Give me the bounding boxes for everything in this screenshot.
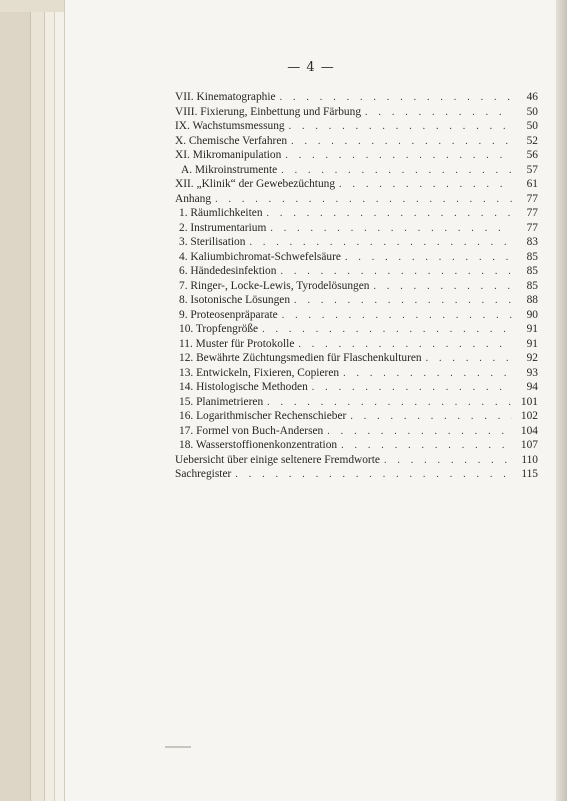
toc-entry-page: 93 [526,366,538,379]
toc-leader-dots [249,236,512,251]
toc-entry-page: 102 [520,410,538,422]
toc-leader-dots [280,91,512,106]
toc-entry-title: XII. „Klinik“ der Gewebezüchtung [175,178,336,190]
toc-entry-title: X. Chemische Verfahren [175,134,288,147]
page-number: — 4 — [287,60,335,75]
toc-entry-page: 50 [526,120,538,132]
toc-entry [175,148,538,163]
toc-entry-page: 85 [526,279,538,292]
toc-leader-dots [384,454,512,469]
toc-entry-page: 77 [526,221,538,234]
toc-leader-dots [373,280,512,295]
toc-entry-page: 85 [526,265,538,277]
toc-leader-dots [235,468,512,483]
toc-entry-page: 57 [526,163,538,176]
toc-leader-dots [426,352,512,367]
toc-entry-page: 61 [526,178,538,190]
toc-entry-page: 94 [526,381,538,393]
toc-entry-title: 1. Räumlichkeiten [179,207,263,219]
toc-entry [175,380,538,395]
toc-entry-title: 11. Muster für Protokolle [179,337,295,350]
toc-entry [175,105,538,120]
toc-entry-title: 15. Planimetrieren [179,395,264,408]
toc-entry [175,424,538,439]
toc-entry [175,90,538,105]
toc-entry-page: 85 [526,250,538,263]
toc-entry [175,351,538,366]
toc-leader-dots [350,410,512,425]
toc-leader-dots [270,222,512,237]
toc-entry [175,279,538,294]
toc-entry [175,264,538,279]
ink-smudge [165,746,191,748]
toc-entry [175,119,538,134]
toc-entry-title: Uebersicht über einige seltenere Fremdworte [175,453,380,466]
toc-entry-title: 17. Formel von Buch-Andersen [179,424,324,437]
toc-leader-dots [291,135,512,150]
page-edge [0,0,30,801]
toc-entry-title: 4. Kaliumbichromat-Schwefelsäure [179,250,341,263]
toc-entry [175,163,538,178]
toc-leader-dots [298,338,512,353]
toc-leader-dots [282,309,512,324]
toc-leader-dots [365,106,512,121]
toc-entry-title: 14. Histologische Methoden [179,381,308,393]
toc-entry-title: VII. Kinematographie [175,91,276,103]
toc-entry-title: 16. Logarithmischer Rechenschieber [179,410,347,422]
toc-leader-dots [327,425,512,440]
toc-entry-page: 92 [526,352,538,364]
toc-entry-page: 56 [526,149,538,161]
toc-entry-title: 18. Wasserstoffionenkonzentration [179,439,338,451]
toc-entry-title: XI. Mikromanipulation [175,149,282,161]
toc-entry [175,409,538,424]
toc-entry [175,134,538,149]
toc-leader-dots [215,193,512,208]
scan-shadow [556,0,567,801]
toc-leader-dots [341,439,512,454]
toc-entry-page: 104 [520,424,538,437]
toc-leader-dots [289,120,512,135]
toc-entry-title: IX. Wachstumsmessung [175,120,285,132]
toc-entry [175,366,538,381]
toc-entry-page: 46 [526,91,538,103]
toc-leader-dots [345,251,512,266]
toc-entry-title: 2. Instrumentarium [179,221,267,234]
toc-leader-dots [267,396,512,411]
toc-entry-title: 7. Ringer-, Locke-Lewis, Tyrodelösungen [179,279,370,292]
toc-entry [175,438,538,453]
toc-entry-page: 50 [526,105,538,118]
toc-entry [175,192,538,207]
toc-entry [175,395,538,410]
toc-entry-title: 13. Entwickeln, Fixieren, Copieren [179,366,340,379]
toc-leader-dots [294,294,512,309]
toc-leader-dots [285,149,512,164]
toc-entry-page: 91 [526,337,538,350]
page-edge [30,0,45,801]
toc-leader-dots [339,178,512,193]
toc-entry-title: Sachregister [175,468,232,480]
toc-leader-dots [280,265,512,280]
toc-entry-page: 52 [526,134,538,147]
toc-entry-title: 3. Sterilisation [179,236,246,248]
toc-entry [175,322,538,337]
toc-entry-title: A. Mikroinstrumente [181,163,278,176]
toc-leader-dots [267,207,512,222]
toc-entry-title: 6. Händedesinfektion [179,265,277,277]
toc-entry [175,453,538,468]
toc-leader-dots [312,381,512,396]
toc-entry-page: 88 [526,294,538,306]
toc-entry [175,177,538,192]
toc-entry [175,235,538,250]
toc-entry [175,221,538,236]
toc-entry-page: 101 [520,395,538,408]
toc-entry-page: 110 [521,453,538,466]
toc-entry-page: 91 [526,323,538,335]
toc-entry-title: VIII. Fixierung, Einbettung und Färbung [175,105,362,118]
toc-leader-dots [343,367,512,382]
toc-entry [175,467,538,482]
toc-entry-page: 115 [521,468,538,480]
toc-entry-title: 10. Tropfengröße [179,323,259,335]
toc-entry [175,308,538,323]
book-page [64,0,557,801]
toc-entry [175,206,538,221]
table-of-contents [175,90,538,482]
toc-entry-page: 77 [526,207,538,219]
page-edge-top [0,0,64,12]
toc-entry-title: Anhang [175,192,212,205]
toc-entry-page: 83 [526,236,538,248]
toc-entry-page: 77 [526,192,538,205]
toc-entry-page: 90 [526,308,538,321]
toc-leader-dots [281,164,512,179]
toc-entry [175,250,538,265]
toc-entry-title: 8. Isotonische Lösungen [179,294,291,306]
toc-entry-page: 107 [520,439,538,451]
toc-entry-title: 9. Proteosenpräparate [179,308,278,321]
toc-leader-dots [262,323,512,338]
toc-entry [175,337,538,352]
toc-entry [175,293,538,308]
toc-entry-title: 12. Bewährte Züchtungsmedien für Flaschenkulturen [179,352,422,364]
